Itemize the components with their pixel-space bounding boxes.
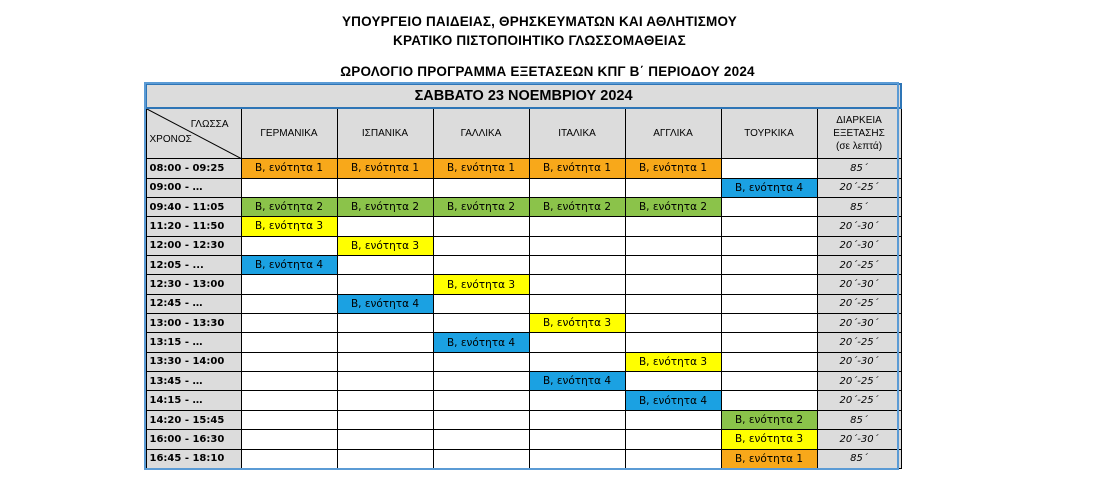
empty-cell [241,178,337,197]
exam-module-cell: Β, ενότητα 4 [529,372,625,391]
exam-module-cell: Β, ενότητα 3 [625,352,721,371]
empty-cell [337,217,433,236]
exam-module-cell: Β, ενότητα 4 [433,333,529,352]
time-slot: 12:05 - ... [146,255,241,274]
exam-module-cell: Β, ενότητα 2 [433,197,529,216]
empty-cell [337,410,433,429]
duration-header-line3: (σε λεπτά) [836,141,883,153]
exam-module-cell: Β, ενότητα 1 [433,159,529,178]
exam-module-cell: Β, ενότητα 3 [337,236,433,255]
time-slot: 14:15 - … [146,391,241,410]
empty-cell [433,410,529,429]
duration-cell: 20΄-30΄ [817,236,901,255]
empty-cell [625,255,721,274]
duration-cell: 85΄ [817,449,901,468]
exam-module-cell: Β, ενότητα 4 [241,255,337,274]
empty-cell [529,333,625,352]
empty-cell [241,352,337,371]
schedule-row [146,294,901,313]
schedule-row [146,197,901,216]
empty-cell [241,430,337,449]
empty-cell [529,255,625,274]
lang-header-german: ΓΕΡΜΑΝΙΚΑ [241,108,337,158]
empty-cell [721,314,817,333]
exam-module-cell: Β, ενότητα 1 [337,159,433,178]
schedule-row [146,410,901,429]
schedule-row [146,430,901,449]
time-slot: 16:45 - 18:10 [146,449,241,468]
empty-cell [625,217,721,236]
schedule-row [146,391,901,410]
exam-module-cell: Β, ενότητα 3 [241,217,337,236]
corner-time-label: ΧΡΟΝΟΣ [149,134,192,146]
empty-cell [625,275,721,294]
time-slot: 12:00 - 12:30 [146,236,241,255]
empty-cell [433,391,529,410]
empty-cell [433,255,529,274]
empty-cell [241,333,337,352]
time-slot: 13:00 - 13:30 [146,314,241,333]
duration-header-line1: ΔΙΑΡΚΕΙΑ [836,115,882,127]
empty-cell [721,197,817,216]
empty-cell [337,275,433,294]
exam-module-cell: Β, ενότητα 2 [625,197,721,216]
exam-module-cell: Β, ενότητα 3 [721,430,817,449]
time-slot: 09:00 - … [146,178,241,197]
empty-cell [433,430,529,449]
empty-cell [241,410,337,429]
empty-cell [721,294,817,313]
duration-cell: 20΄-30΄ [817,352,901,371]
schedule-row [146,352,901,371]
empty-cell [337,314,433,333]
empty-cell [721,333,817,352]
time-slot: 13:15 - … [146,333,241,352]
duration-header-line2: ΕΞΕΤΑΣΗΣ [833,128,885,140]
empty-cell [721,236,817,255]
empty-cell [433,178,529,197]
empty-cell [241,449,337,468]
schedule-row [146,178,901,197]
empty-cell [625,236,721,255]
empty-cell [721,217,817,236]
date-title: ΣΑΒΒΑΤΟ 23 ΝΟΕΜΒΡΙΟΥ 2024 [146,84,901,108]
empty-cell [529,217,625,236]
empty-cell [337,449,433,468]
empty-cell [241,294,337,313]
schedule-row [146,217,901,236]
empty-cell [529,430,625,449]
duration-cell: 85΄ [817,197,901,216]
duration-cell: 20΄-25΄ [817,294,901,313]
empty-cell [625,314,721,333]
time-slot: 16:00 - 16:30 [146,430,241,449]
empty-cell [241,236,337,255]
empty-cell [625,430,721,449]
empty-cell [529,410,625,429]
time-slot: 14:20 - 15:45 [146,410,241,429]
exam-module-cell: Β, ενότητα 1 [721,449,817,468]
corner-header [146,108,241,158]
empty-cell [337,391,433,410]
empty-cell [337,178,433,197]
empty-cell [433,217,529,236]
duration-cell: 20΄-25΄ [817,391,901,410]
time-slot: 08:00 - 09:25 [146,159,241,178]
exam-module-cell: Β, ενότητα 1 [241,159,337,178]
duration-cell: 20΄-25΄ [817,255,901,274]
empty-cell [433,372,529,391]
time-slot: 09:40 - 11:05 [146,197,241,216]
certificate-title: ΚΡΑΤΙΚΟ ΠΙΣΤΟΠΟΙΗΤΙΚΟ ΓΛΩΣΣΟΜΑΘΕΙΑΣ [393,33,686,48]
empty-cell [529,391,625,410]
duration-cell: 85΄ [817,410,901,429]
duration-header [817,108,901,158]
schedule-row [146,333,901,352]
empty-cell [625,449,721,468]
exam-module-cell: Β, ενότητα 1 [529,159,625,178]
empty-cell [241,314,337,333]
exam-module-cell: Β, ενότητα 3 [433,275,529,294]
empty-cell [433,314,529,333]
duration-cell: 20΄-30΄ [817,217,901,236]
empty-cell [433,352,529,371]
empty-cell [241,391,337,410]
duration-cell: 85΄ [817,159,901,178]
lang-header-turkish: ΤΟΥΡΚΙΚΑ [721,108,817,158]
lang-header-french: ΓΑΛΛΙΚΑ [433,108,529,158]
empty-cell [241,372,337,391]
empty-cell [529,294,625,313]
empty-cell [721,352,817,371]
schedule-row [146,314,901,333]
empty-cell [721,255,817,274]
empty-cell [625,333,721,352]
exam-schedule-table [145,83,902,469]
empty-cell [241,275,337,294]
schedule-title: ΩΡΟΛΟΓΙΟ ΠΡΟΓΡΑΜΜΑ ΕΞΕΤΑΣΕΩΝ ΚΠΓ Β΄ ΠΕΡΙΟΔΟΥ 2024 [340,64,755,79]
schedule-row [146,372,901,391]
schedule-row [146,449,901,468]
empty-cell [337,352,433,371]
lang-header-italian: ΙΤΑΛΙΚΑ [529,108,625,158]
corner-language-label: ΓΛΩΣΣΑ [190,119,229,131]
empty-cell [721,372,817,391]
empty-cell [721,391,817,410]
duration-cell: 20΄-30΄ [817,275,901,294]
empty-cell [337,255,433,274]
empty-cell [721,275,817,294]
duration-cell: 20΄-30΄ [817,430,901,449]
time-slot: 11:20 - 11:50 [146,217,241,236]
exam-module-cell: Β, ενότητα 2 [529,197,625,216]
schedule-row [146,159,901,178]
empty-cell [529,236,625,255]
schedule-row [146,275,901,294]
empty-cell [337,372,433,391]
empty-cell [529,449,625,468]
empty-cell [625,372,721,391]
time-slot: 13:30 - 14:00 [146,352,241,371]
empty-cell [529,178,625,197]
empty-cell [337,333,433,352]
empty-cell [529,352,625,371]
schedule-row [146,255,901,274]
empty-cell [721,159,817,178]
empty-cell [625,294,721,313]
exam-module-cell: Β, ενότητα 4 [337,294,433,313]
duration-cell: 20΄-30΄ [817,314,901,333]
duration-cell: 20΄-25΄ [817,178,901,197]
empty-cell [433,449,529,468]
duration-cell: 20΄-25΄ [817,372,901,391]
duration-cell: 20΄-25΄ [817,333,901,352]
lang-header-spanish: ΙΣΠΑΝΙΚΑ [337,108,433,158]
exam-module-cell: Β, ενότητα 2 [241,197,337,216]
empty-cell [433,294,529,313]
schedule-row [146,236,901,255]
exam-module-cell: Β, ενότητα 2 [337,197,433,216]
empty-cell [625,410,721,429]
time-slot: 12:45 - … [146,294,241,313]
empty-cell [433,236,529,255]
exam-module-cell: Β, ενότητα 4 [721,178,817,197]
time-slot: 13:45 - … [146,372,241,391]
empty-cell [529,275,625,294]
ministry-title: ΥΠΟΥΡΓΕΙΟ ΠΑΙΔΕΙΑΣ, ΘΡΗΣΚΕΥΜΑΤΩΝ ΚΑΙ ΑΘΛΗΤΙΣΜΟΥ [341,14,738,29]
lang-header-english: ΑΓΓΛΙΚΑ [625,108,721,158]
empty-cell [337,430,433,449]
exam-module-cell: Β, ενότητα 4 [625,391,721,410]
exam-module-cell: Β, ενότητα 3 [529,314,625,333]
exam-module-cell: Β, ενότητα 1 [625,159,721,178]
exam-module-cell: Β, ενότητα 2 [721,410,817,429]
empty-cell [625,178,721,197]
time-slot: 12:30 - 13:00 [146,275,241,294]
